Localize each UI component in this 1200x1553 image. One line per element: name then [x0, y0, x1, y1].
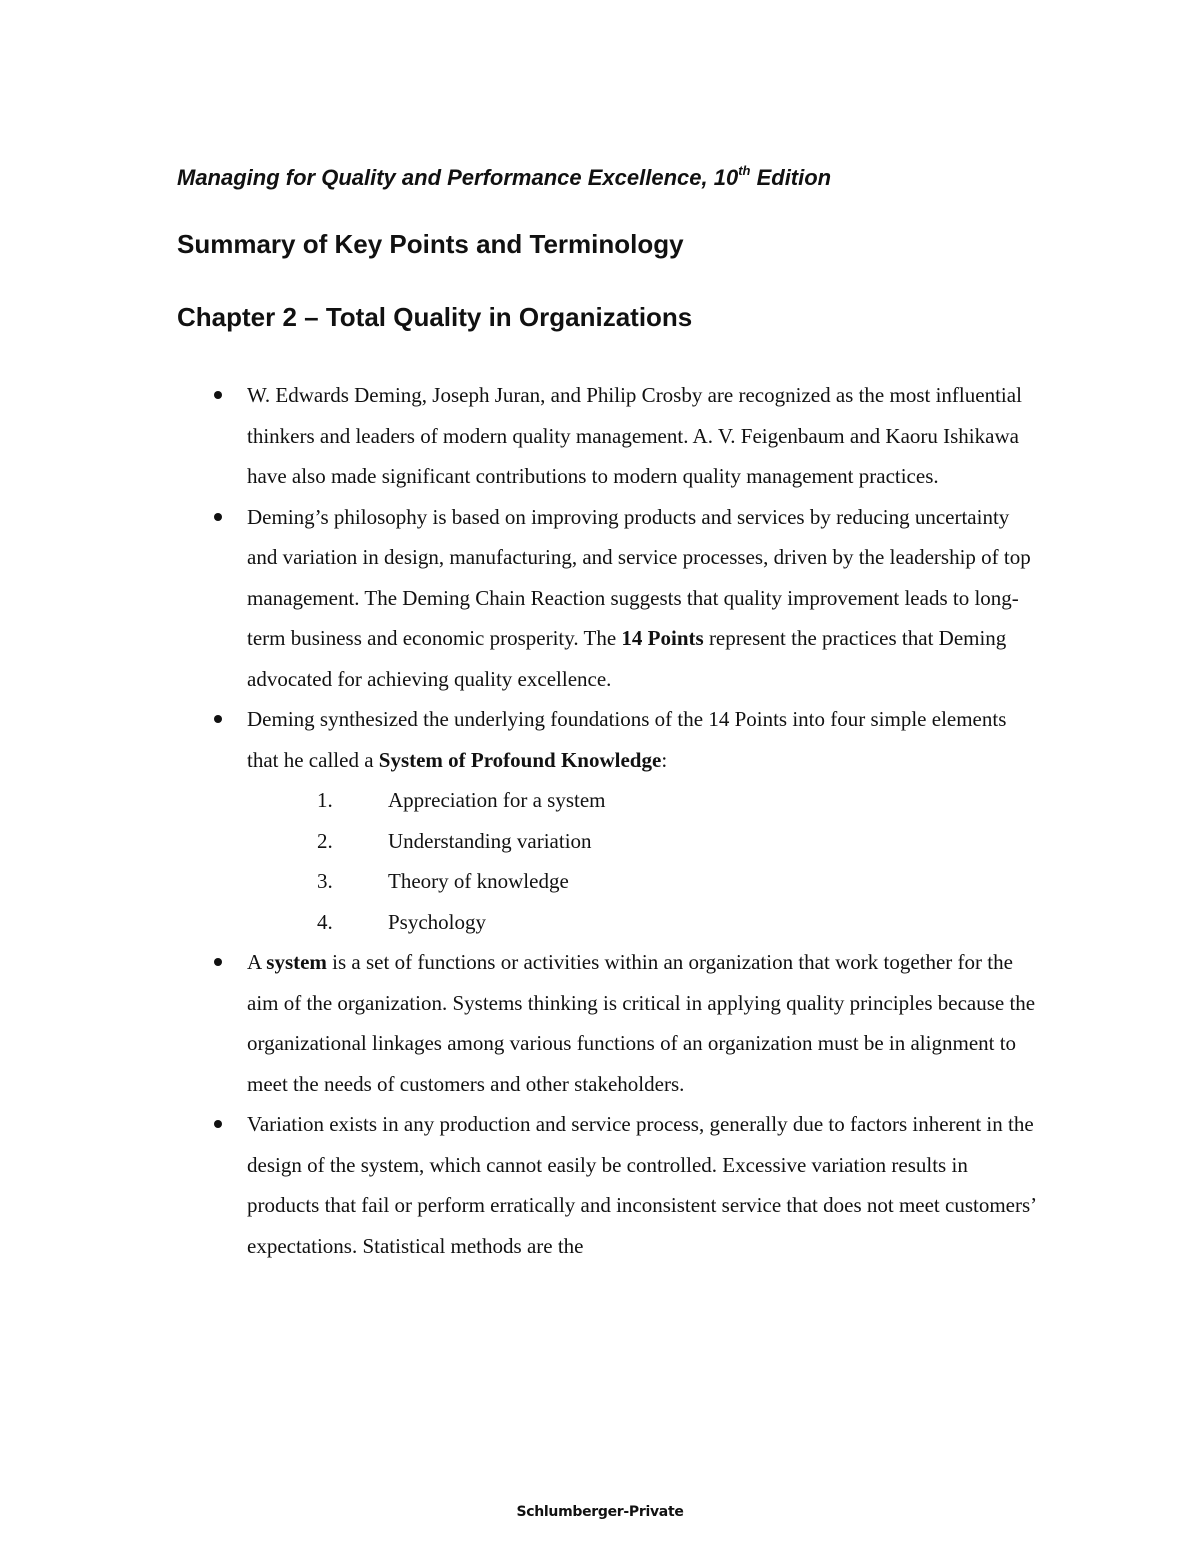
key-point-system-definition — [247, 942, 1037, 1104]
key-point-text: : — [661, 747, 668, 772]
bullet-icon — [214, 513, 222, 521]
book-title-suffix: Edition — [750, 165, 832, 190]
profound-knowledge-elements — [247, 780, 1037, 942]
list-item — [247, 821, 1037, 862]
key-point-influential-thinkers — [247, 375, 1037, 497]
bullet-icon — [214, 1120, 222, 1128]
key-point-text: Deming synthesized the underlying foundations of the 14 Points into four simple elements that he called a — [247, 707, 1007, 772]
list-item-number: 4. — [317, 909, 333, 934]
key-term-system-of-profound-knowledge: System of Profound Knowledge — [378, 747, 662, 772]
bullet-icon — [214, 958, 222, 966]
summary-heading: Summary of Key Points and Terminology — [177, 229, 684, 259]
key-point-deming-philosophy — [247, 497, 1037, 700]
book-title-superscript: th — [738, 162, 751, 178]
key-term-system: system — [266, 950, 327, 974]
list-item — [247, 902, 1037, 943]
list-item — [247, 780, 1037, 821]
book-title — [177, 163, 831, 193]
key-point-text: Deming’s philosophy is based on improving products and services by reducing uncertainty and variation in design, manufacturing, and service processes, driven by the leadership of top management. The Deming Chain Reaction suggests that quality improvement leads to long-term business and economic prosperity. The — [247, 504, 1031, 650]
key-point-text: W. Edwards Deming, Joseph Juran, and Philip Crosby are recognized as the most influential thinkers and leaders of modern quality management. A. V. Feigenbaum and Kaoru Ishikawa have also made significant contributions to modern quality management practices. — [247, 383, 1022, 488]
key-point-text: is a set of functions or activities within an organization that work together for the aim of the organization. Systems thinking is critical in applying quality principles because the organizational linkages among various functions of an organization must be in alignment to meet the needs of customers and other stakeholders. — [247, 950, 1036, 1096]
list-item — [247, 861, 1037, 902]
key-point-profound-knowledge — [247, 699, 1037, 942]
footer-classification-label: Schlumberger-Private — [516, 1504, 684, 1520]
list-item-label: Theory of knowledge — [388, 869, 569, 893]
list-item-label: Psychology — [388, 909, 487, 934]
book-title-text: Managing for Quality and Performance Excellence, 10 — [177, 165, 739, 190]
key-point-text: Variation exists in any production and service process, generally due to factors inherent in the design of the system, which cannot easily be controlled. Excessive variation results in products that fail or perform erratically and inconsistent service that does not meet customers’ expectations. Statistical methods are the — [247, 1112, 1036, 1258]
key-term-14-points: 14 Points — [621, 626, 704, 650]
bullet-icon — [214, 715, 222, 723]
list-item-label: Understanding variation — [388, 828, 592, 853]
list-item-number: 1. — [317, 788, 333, 812]
key-point-text: A — [247, 950, 267, 974]
list-item-number: 3. — [317, 869, 333, 893]
list-item-number: 2. — [317, 828, 333, 853]
bullet-icon — [214, 391, 222, 399]
chapter-heading: Chapter 2 – Total Quality in Organizations — [177, 302, 693, 332]
key-point-text: represent the practices that Deming advocated for achieving quality excellence. — [247, 626, 1007, 691]
key-points-list — [247, 375, 1037, 1266]
list-item-label: Appreciation for a system — [388, 788, 606, 812]
key-point-variation — [247, 1104, 1037, 1266]
